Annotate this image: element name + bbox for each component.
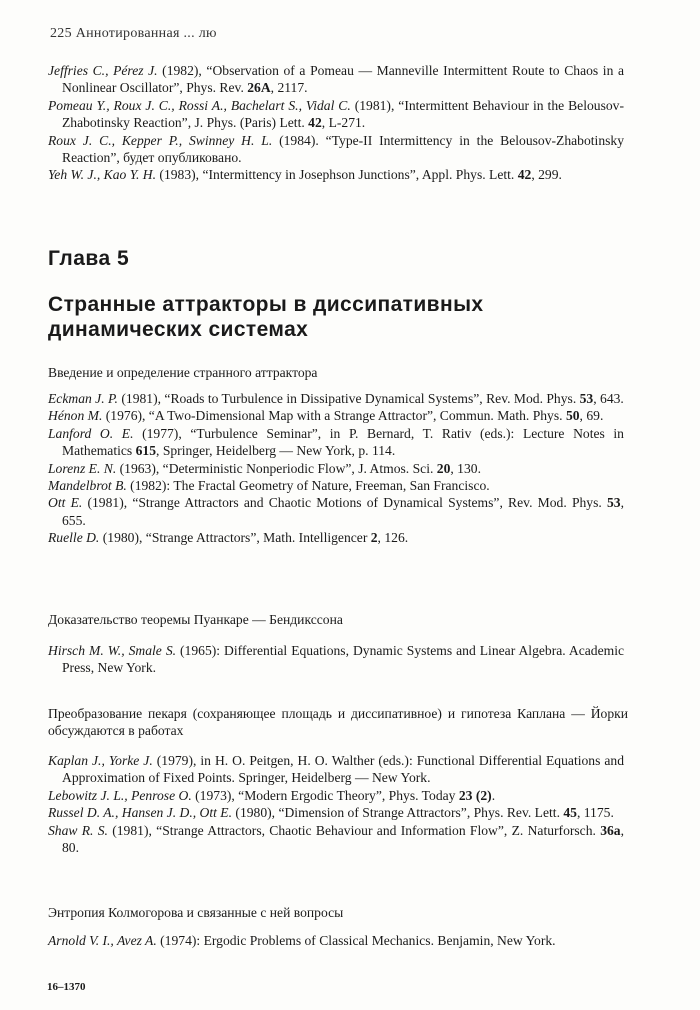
- reference-entry: Lebowitz J. L., Penrose O. (1973), “Modern Ergodic Theory”, Phys. Today 23 (2).: [48, 787, 496, 803]
- reference-entry: Kaplan J., Yorke J. (1979), in H. O. Peitgen, H. O. Walther (eds.): Functional Differential Equations and Approximation of Fixed Points. Springer, Heidelberg — New York.: [48, 753, 624, 786]
- reference-entry: Yeh W. J., Kao Y. H. (1983), “Intermittency in Josephson Junctions”, Appl. Phys. Lett. 42, 299.: [48, 167, 562, 183]
- reference-entry: Roux J. C., Kepper P., Swinney H. L. (1984). “Type-II Intermittency in the Belousov-Zhabotinsky Reaction”, будет опубликовано.: [48, 132, 624, 166]
- running-head: 225 Аннотированная ... лю: [50, 26, 217, 41]
- section-reference-list: [48, 752, 624, 856]
- chapter-title: Странные аттракторы в диссипативных динамических системах: [48, 293, 484, 341]
- section-reference-list: [48, 642, 624, 677]
- section-reference-list: [48, 390, 624, 547]
- reference-entry: Pomeau Y., Roux J. C., Rossi A., Bachelart S., Vidal C. (1981), “Intermittent Behaviour in the Belousov-Zhabotinsky Reaction”, J. Phys. (Paris) Lett. 42, L-271.: [48, 97, 624, 131]
- reference-entry: Ott E. (1981), “Strange Attractors and Chaotic Motions of Dynamical Systems”, Rev. Mod. Phys. 53, 655.: [48, 495, 624, 528]
- reference-entry: Hénon M. (1976), “A Two-Dimensional Map with a Strange Attractor”, Commun. Math. Phys. 50, 69.: [48, 408, 604, 424]
- section-heading: Введение и определение странного аттрактора: [48, 365, 318, 380]
- reference-entry: Russel D. A., Hansen J. D., Ott E. (1980), “Dimension of Strange Attractors”, Phys. Rev. Lett. 45, 1175.: [48, 805, 614, 821]
- printer-signature-mark: 16–1370: [47, 981, 86, 993]
- section-heading: Доказательство теоремы Пуанкаре — Бендикссона: [48, 612, 343, 627]
- reference-entry: Shaw R. S. (1981), “Strange Attractors, Chaotic Behaviour and Information Flow”, Z. Naturforsch. 36a, 80.: [48, 822, 624, 856]
- reference-entry: Lorenz E. N. (1963), “Deterministic Nonperiodic Flow”, J. Atmos. Sci. 20, 130.: [48, 460, 481, 476]
- reference-entry: Lanford O. E. (1977), “Turbulence Seminar”, in P. Bernard, T. Rativ (eds.): Lecture Notes in Mathematics 615, Springer, Heidelberg — New York, p. 114.: [48, 425, 624, 459]
- reference-entry: Eckman J. P. (1981), “Roads to Turbulence in Dissipative Dynamical Systems”, Rev. Mod. Phys. 53, 643.: [48, 391, 624, 406]
- reference-entry: Hirsch M. W., Smale S. (1965): Differential Equations, Dynamic Systems and Linear Algebra. Academic Press, New York.: [48, 643, 625, 676]
- section-reference-list: [48, 932, 624, 949]
- reference-entry: Jeffries C., Pérez J. (1982), “Observation of a Pomeau — Manneville Intermittent Route to Chaos in a Nonlinear Oscillator”, Phys. Rev. 26A, 2117.: [48, 63, 625, 96]
- reference-entry: Mandelbrot B. (1982): The Fractal Geometry of Nature, Freeman, San Francisco.: [48, 478, 490, 494]
- chapter-label: Глава 5: [48, 247, 130, 270]
- reference-entry: Arnold V. I., Avez A. (1974): Ergodic Problems of Classical Mechanics. Benjamin, New York.: [48, 933, 556, 948]
- top-reference-list: [48, 62, 624, 184]
- section-heading: Энтропия Колмогорова и связанные с ней вопросы: [48, 905, 344, 920]
- section-heading: Преобразование пекаря (сохраняющее площадь и диссипативное) и гипотеза Каплана — Йорки обсуждаются в работах: [48, 706, 628, 739]
- reference-entry: Ruelle D. (1980), “Strange Attractors”, Math. Intelligencer 2, 126.: [48, 530, 409, 546]
